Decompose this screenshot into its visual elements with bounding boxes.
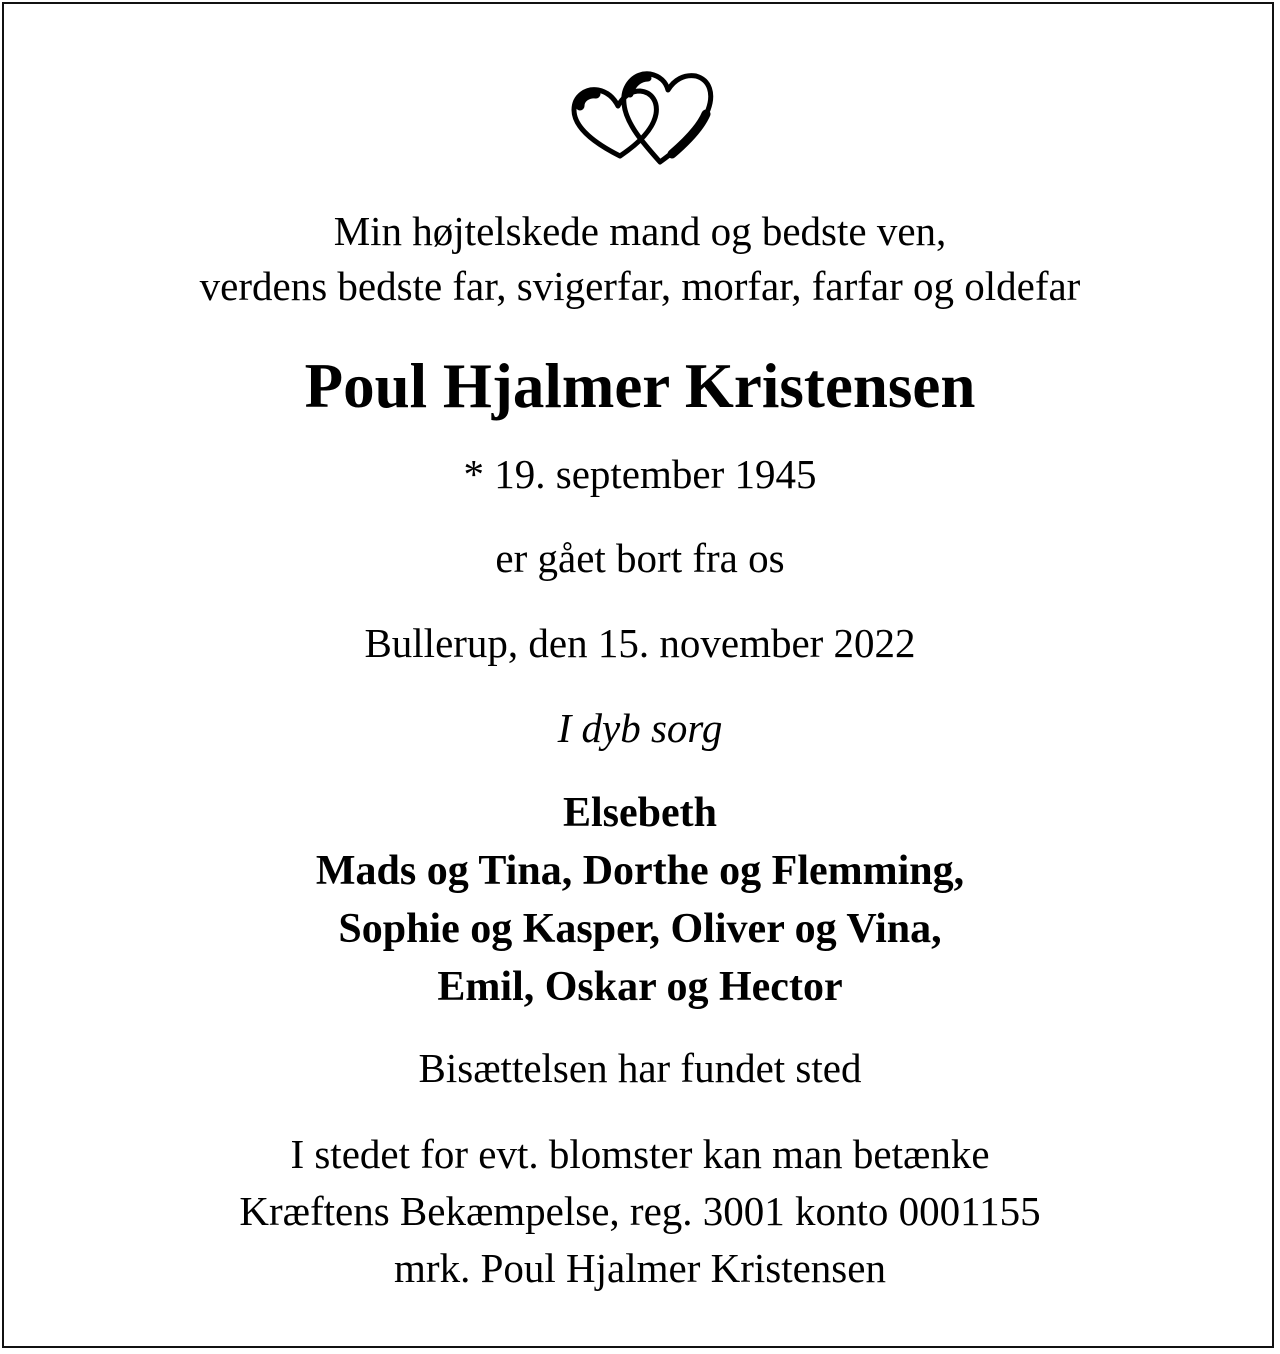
donation-text — [0, 1126, 1280, 1297]
intertwined-hearts-icon — [560, 58, 720, 170]
intro-line-2: verdens bedste far, svigerfar, morfar, farfar og oldefar — [199, 263, 1081, 309]
birth-date: * 19. september 1945 — [463, 451, 817, 497]
funeral-text: Bisættelsen har fundet sted — [418, 1045, 862, 1091]
passed-away-text: er gået bort fra os — [495, 535, 785, 581]
donation-line-2: Kræftens Bekæmpelse, reg. 3001 konto 0001155 — [239, 1188, 1041, 1234]
donation-line-3: mrk. Poul Hjalmer Kristensen — [394, 1245, 886, 1291]
family-line-3: Sophie og Kasper, Oliver og Vina, — [338, 906, 942, 952]
place-and-date: Bullerup, den 15. november 2022 — [364, 620, 916, 666]
intro-line-1: Min højtelskede mand og bedste ven, — [333, 208, 947, 254]
family-line-4: Emil, Oskar og Hector — [437, 964, 843, 1010]
family-line-1: Elsebeth — [562, 790, 717, 836]
intro-text — [0, 204, 1280, 314]
deceased-name: Poul Hjalmer Kristensen — [304, 351, 976, 421]
family-line-2: Mads og Tina, Dorthe og Flemming, — [315, 848, 965, 894]
donation-line-1: I stedet for evt. blomster kan man betænke — [290, 1131, 990, 1177]
sorrow-text: I dyb sorg — [557, 705, 723, 751]
family-names — [0, 784, 1280, 1016]
